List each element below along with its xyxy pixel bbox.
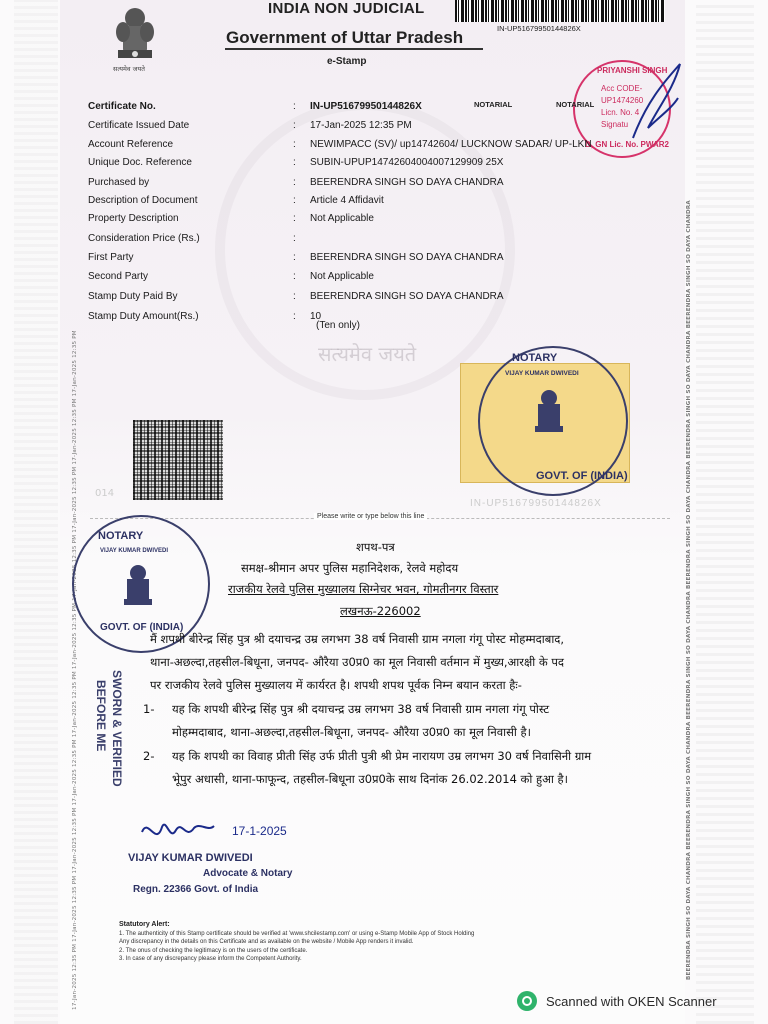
statutory-alert-line: 3. In case of any discrepancy please inform the Competent Authority.	[119, 956, 302, 962]
row-label: Second Party	[88, 271, 149, 282]
body-line: पर राजकीय रेलवे पुलिस मुख्यालय में कार्यरत है। शपथी शपथ पूर्वक निम्न बयान करता हैः-	[150, 678, 522, 692]
row-colon: :	[293, 271, 296, 282]
item-line: यह कि शपथी बीरेन्द्र सिंह पुत्र श्री दयाचन्द्र उम्र लगभग 38 वर्ष निवासी ग्राम नगला गंगू पोस्ट	[172, 702, 550, 716]
notary-seal-bottom: GOVT. OF (INDIA)	[536, 470, 628, 482]
faded-certificate-id: IN-UP51679950144826X	[470, 498, 602, 509]
row-label: Account Reference	[88, 139, 174, 150]
row-colon: :	[293, 139, 296, 150]
row-value: IN-UP51679950144826X	[310, 101, 422, 112]
city-pin-line: लखनऊ-226002	[340, 604, 421, 618]
row-colon: :	[293, 195, 296, 206]
sworn-stamp	[94, 670, 134, 840]
row-colon: :	[293, 311, 296, 322]
postal-label-right: NOTARIAL	[556, 100, 595, 109]
row-colon: :	[293, 213, 296, 224]
row-value: BEERENDRA SINGH SO DAYA CHANDRA	[310, 291, 504, 302]
faded-number: 014	[95, 488, 115, 499]
row-value: SUBIN-UPUP14742604004007129909 25X	[310, 157, 504, 168]
row-colon: :	[293, 291, 296, 302]
seal-line: Licn. No. 4	[601, 108, 640, 117]
row-label: Property Description	[88, 213, 179, 224]
qr-code	[133, 420, 223, 500]
statutory-alert-line: 1. The authenticity of this Stamp certificate should be verified at 'www.shcilestamp.com' or using e-Stamp Mobile App of Stock Holding	[119, 931, 475, 937]
notary-signature-icon	[138, 812, 218, 852]
watermark-motto: सत्यमेव जयते	[318, 342, 417, 366]
sworn-line2: BEFORE ME	[94, 680, 108, 752]
seal-line: Signatu	[601, 120, 629, 129]
address-line: राजकीय रेलवे पुलिस मुख्यालय सिग्नेचर भवन, गोमतीनगर विस्तार	[228, 582, 499, 596]
item-line: भूेपुर अधासी, थाना-फाफून्द, तहसील-बिधूना उ0प्र0के साथ दिनांक 26.02.2014 को हुआ है।	[172, 772, 568, 786]
emblem-icon	[528, 388, 570, 440]
body-line: थाना-अछल्दा,तहसील-बिधूना, जनपद- औरैया उ0प्र0 का मूल निवासी वर्तमान में मुख्य,आरक्षी के पद	[150, 655, 564, 669]
row-colon: :	[293, 157, 296, 168]
row-label: Description of Document	[88, 195, 198, 206]
row-value: 17-Jan-2025 12:35 PM	[310, 120, 412, 131]
emblem-motto: सत्यमेव जयते	[113, 65, 145, 73]
row-label: Purchased by	[88, 177, 150, 188]
row-label: Unique Doc. Reference	[88, 157, 192, 168]
left-microtext: 17-Jan-2025 12:35 PM 17-Jan-2025 12:35 PM 17-Jan-2025 12:35 PM 17-Jan-2025 12:35 PM 17-Jan-2025 12:35 PM 17-Jan-2025 12:35 PM 17-Jan-2025 12:35 PM 17-Jan-2025 12:35 PM 17-Jan-2025 12:35 PM 17-Jan-2025 12:35 PM	[72, 330, 78, 1010]
seal-line: UP1474260	[601, 96, 644, 105]
statutory-alert-line: 2. The onus of checking the legitimacy is on the users of the certificate.	[119, 948, 308, 954]
header-underline	[225, 48, 483, 50]
statutory-alert-line: Any discrepancy in the details on this Certificate and as available on the website / Mobile App renders it invalid.	[119, 939, 414, 945]
addressee-line: समक्ष-श्रीमान अपर पुलिस महानिदेशक, रेलवे महोदय	[241, 561, 459, 575]
row-value: 10	[310, 311, 322, 322]
barcode	[455, 0, 665, 22]
row-label: Consideration Price (Rs.)	[88, 233, 200, 244]
right-microtext: BEERENDRA SINGH SO DAYA CHANDRA BEERENDRA SINGH SO DAYA CHANDRA BEERENDRA SINGH SO DAYA CHANDRA BEERENDRA SINGH SO DAYA CHANDRA BEERENDRA SINGH SO DAYA CHANDRA BEERENDRA SINGH SO DAYA CHANDRA	[686, 200, 692, 980]
emblem-icon	[118, 563, 158, 609]
notary-seal-left-top: NOTARY	[98, 530, 144, 542]
row-colon: :	[293, 120, 296, 131]
item-number: 2-	[143, 749, 155, 763]
notary-seal-name: VIJAY KUMAR DWIVEDI	[505, 370, 579, 377]
item-line: मोहम्मदाबाद, थाना-अछल्दा,तहसील-बिधूना, जनपद- औरैया उ0प्र0 का मूल निवासी है।	[172, 725, 532, 739]
row-label: Certificate Issued Date	[88, 120, 190, 131]
row-value: Not Applicable	[310, 213, 374, 224]
separator-note: Please write or type below this line	[314, 513, 427, 520]
row-label: Stamp Duty Paid By	[88, 291, 178, 302]
affidavit-title: शपथ-पत्र	[356, 540, 395, 554]
row-value: BEERENDRA SINGH SO DAYA CHANDRA	[310, 177, 504, 188]
notary-seal-left-bottom: GOVT. OF (INDIA)	[100, 622, 184, 633]
row-colon: :	[293, 177, 296, 188]
seal-line: Acc CODE-	[601, 84, 643, 93]
statutory-alert-heading: Statutory Alert:	[119, 921, 170, 928]
item-number: 1-	[143, 702, 155, 716]
left-microtext-band	[62, 0, 80, 1024]
notary-name: VIJAY KUMAR DWIVEDI	[128, 852, 253, 864]
body-line: मैं शपथी बीरेन्द्र सिंह पुत्र श्री दयाचन्द्र उम्र लगभग 38 वर्ष निवासी ग्राम नगला गंगू पोस्ट मोहम्मदाबाद,	[150, 632, 565, 646]
row-label: Stamp Duty Amount(Rs.)	[88, 311, 199, 322]
scanner-logo-icon	[516, 990, 538, 1012]
notary-role: Advocate & Notary	[203, 868, 293, 879]
government-name: Government of Uttar Pradesh	[226, 28, 464, 47]
scanner-label: Scanned with OKEN Scanner	[546, 993, 717, 1009]
right-decorative-border	[696, 0, 754, 1024]
row-colon: :	[293, 233, 296, 244]
sworn-line1: SWORN & VERIFIED	[110, 670, 124, 787]
seal-top-text: PRIYANSHI SINGH	[597, 66, 668, 75]
row-label: First Party	[88, 252, 134, 263]
row-colon: :	[293, 101, 296, 112]
left-decorative-border	[14, 0, 58, 1024]
item-line: यह कि शपथी का विवाह प्रीती सिंह उर्फ प्रीती पुत्री श्री प्रेम नारायण उम्र लगभग 30 वर्ष निवासिनी ग्राम	[172, 749, 592, 763]
postal-label-left: NOTARIAL	[474, 100, 513, 109]
row-value: NEWIMPACC (SV)/ up14742604/ LUCKNOW SADAR/ UP-LKN	[310, 139, 592, 150]
signature-scribble	[628, 58, 688, 148]
notary-registration: Regn. 22366 Govt. of India	[133, 884, 259, 895]
row-value: Article 4 Affidavit	[310, 195, 384, 206]
row-colon: :	[293, 252, 296, 263]
document-title: INDIA NON JUDICIAL	[268, 0, 425, 17]
notary-seal-left-name: VIJAY KUMAR DWIVEDI	[100, 548, 169, 554]
estamp-label: e-Stamp	[327, 56, 367, 67]
seal-bottom-text: D, GN Lic. No. PWAR2	[585, 140, 670, 149]
barcode-id: IN-UP51679950144826X	[497, 24, 581, 33]
notary-seal-top: NOTARY	[512, 352, 558, 364]
row-value: BEERENDRA SINGH SO DAYA CHANDRA	[310, 252, 504, 263]
row-value: Not Applicable	[310, 271, 374, 282]
amount-in-words: (Ten only)	[316, 320, 360, 331]
scanner-watermark	[516, 990, 717, 1012]
right-microtext-band	[676, 0, 692, 1024]
sign-date: 17-1-2025	[232, 824, 287, 838]
row-label: Certificate No.	[88, 101, 156, 112]
